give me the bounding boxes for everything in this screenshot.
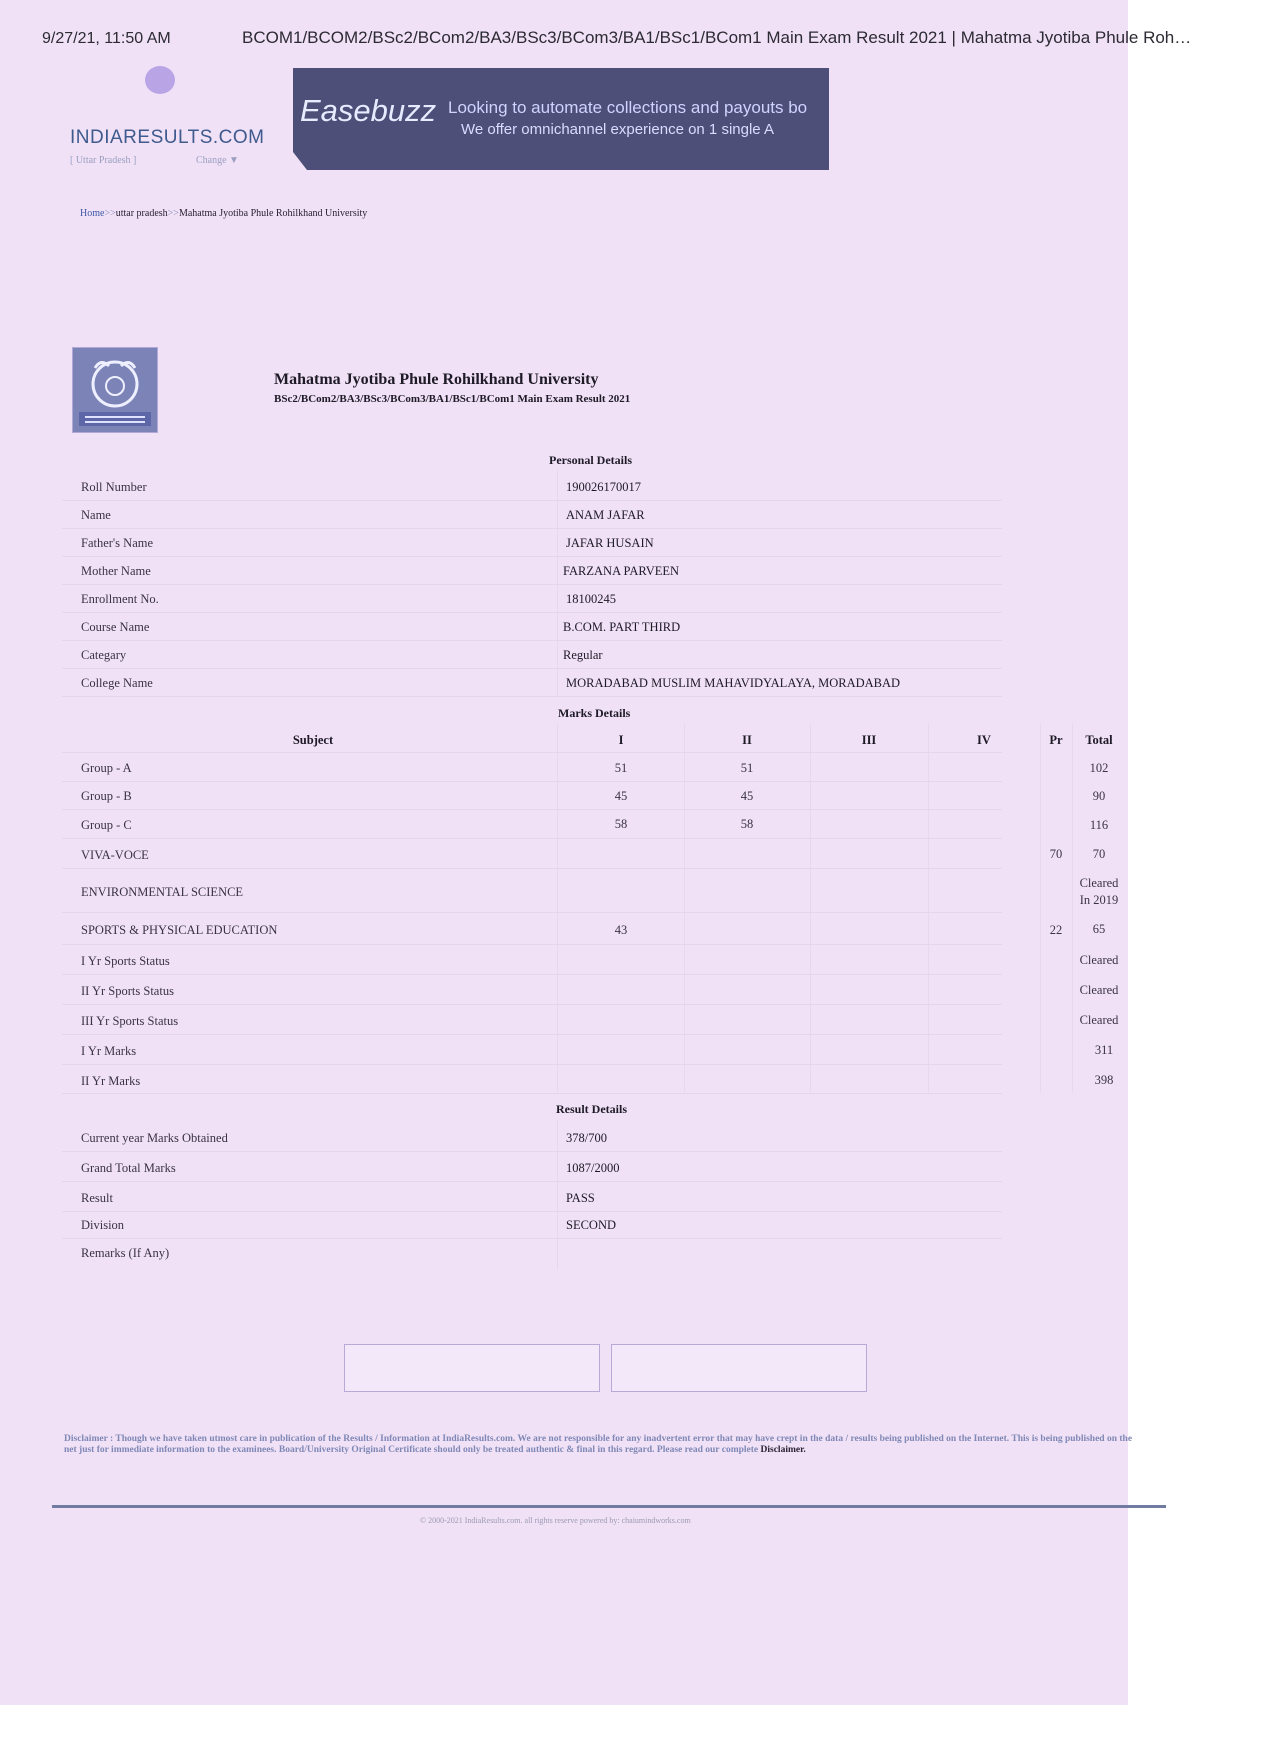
personal-details-heading: Personal Details <box>549 453 632 467</box>
marks-details-heading: Marks Details <box>558 706 631 720</box>
roll-number-label: Roll Number <box>81 480 147 494</box>
enrollment-label: Enrollment No. <box>81 592 159 606</box>
table-row: I Yr Sports Status <box>81 954 170 968</box>
mark-cell: 45 <box>740 789 754 803</box>
total-cell: 102 <box>1089 761 1109 775</box>
ad-corner <box>293 152 307 170</box>
mark-cell: 45 <box>614 789 628 803</box>
breadcrumb-state[interactable]: uttar pradesh <box>115 208 168 219</box>
change-region-link[interactable]: Change ▼ <box>196 155 239 166</box>
col-subject: Subject <box>292 733 334 747</box>
division-value: SECOND <box>566 1218 617 1232</box>
mother-name-label: Mother Name <box>81 564 151 578</box>
table-row: II Yr Marks <box>81 1074 141 1088</box>
print-page-title: BCOM1/BCOM2/BSc2/BCom2/BA3/BSc3/BCom3/BA1/BSc1/BCom1 Main Exam Result 2021 | Mahatma Jyotiba Phule Roh… <box>242 28 1192 47</box>
col-total: Total <box>1085 733 1113 747</box>
disclaimer-text: Disclaimer : Though we have taken utmost care in publication of the Results / Information at IndiaResults.com. We are not responsible for any inadvertent error that may have crept in the data / results being published on the Internet. This is being published on the net just for immediate information to the examinees. Board/University Original Certificate should only be treated authentic & final in this regard. Please read our complete <box>64 1434 1133 1455</box>
col-pr: Pr <box>1049 733 1063 747</box>
university-logo-icon <box>72 347 158 433</box>
breadcrumb-home[interactable]: Home <box>80 208 105 219</box>
father-name-value: JAFAR HUSAIN <box>566 536 654 550</box>
table-row: I Yr Marks <box>81 1044 137 1058</box>
mark-cell: 58 <box>740 817 754 831</box>
remarks-label: Remarks (If Any) <box>81 1246 170 1260</box>
ad-line-2: We offer omnichannel experience on 1 single A <box>461 121 774 138</box>
category-value: Regular <box>563 648 603 662</box>
ad-line-1: Looking to automate collections and payouts bo <box>448 98 808 117</box>
total-cell: 70 <box>1092 847 1106 861</box>
course-name-label: Course Name <box>81 620 150 634</box>
footer-divider <box>52 1505 1166 1508</box>
current-year-marks-label: Current year Marks Obtained <box>81 1131 228 1145</box>
site-brand[interactable]: INDIARESULTS.COM <box>70 127 265 148</box>
table-row: Group - A <box>81 761 132 775</box>
breadcrumb <box>80 208 367 219</box>
total-cell: Cleared In 2019 <box>1079 876 1119 907</box>
result-label: Result <box>81 1191 113 1205</box>
table-row: III Yr Sports Status <box>81 1014 179 1028</box>
ad-banner[interactable] <box>293 68 829 170</box>
mark-cell: 51 <box>614 761 628 775</box>
table-row: VIVA-VOCE <box>81 848 149 862</box>
grand-total-label: Grand Total Marks <box>81 1161 176 1175</box>
col-ii: II <box>742 733 752 747</box>
total-cell: Cleared <box>1079 983 1119 997</box>
col-i: I <box>618 733 624 747</box>
col-iv: IV <box>977 733 991 747</box>
total-cell: 65 <box>1092 922 1106 936</box>
total-cell: 311 <box>1094 1043 1114 1057</box>
disclaimer-link[interactable]: Disclaimer. <box>760 1445 806 1455</box>
university-name: Mahatma Jyotiba Phule Rohilkhand University <box>274 371 599 388</box>
college-name-value: MORADABAD MUSLIM MAHAVIDYALAYA, MORADABAD <box>566 676 901 690</box>
table-row: ENVIRONMENTAL SCIENCE <box>81 885 244 899</box>
breadcrumb-university[interactable]: Mahatma Jyotiba Phule Rohilkhand University <box>178 208 368 219</box>
exam-title: BSc2/BCom2/BA3/BSc3/BCom3/BA1/BSc1/BCom1 Main Exam Result 2021 <box>274 393 631 405</box>
category-label: Categary <box>81 648 127 662</box>
total-cell: Cleared <box>1079 1013 1119 1027</box>
table-row: SPORTS & PHYSICAL EDUCATION <box>81 923 278 937</box>
total-cell: 116 <box>1089 818 1109 832</box>
practical-cell: 22 <box>1049 923 1063 937</box>
division-label: Division <box>81 1218 125 1232</box>
course-name-value: B.COM. PART THIRD <box>563 620 681 634</box>
table-row: Group - B <box>81 789 132 803</box>
result-details-heading: Result Details <box>556 1102 627 1116</box>
breadcrumb-sep: >> <box>167 208 179 219</box>
current-year-marks-value: 378/700 <box>566 1131 607 1145</box>
action-box-right[interactable] <box>611 1344 867 1392</box>
total-cell: Cleared <box>1079 953 1119 967</box>
father-name-label: Father's Name <box>81 536 154 550</box>
name-label: Name <box>81 508 111 522</box>
mother-name-value: FARZANA PARVEEN <box>563 564 680 578</box>
total-cell: 90 <box>1092 789 1106 803</box>
print-datetime: 9/27/21, 11:50 AM <box>42 30 171 47</box>
region-label: [ Uttar Pradesh ] <box>70 155 137 166</box>
breadcrumb-sep: >> <box>104 208 116 219</box>
mark-cell: 43 <box>614 923 628 937</box>
disclaimer <box>64 1434 1134 1456</box>
col-iii: III <box>861 733 877 747</box>
action-box-left[interactable] <box>344 1344 600 1392</box>
college-name-label: College Name <box>81 676 153 690</box>
practical-cell: 70 <box>1049 847 1063 861</box>
ad-brand: Easebuzz <box>300 93 437 128</box>
grand-total-value: 1087/2000 <box>566 1161 620 1175</box>
roll-number-value: 190026170017 <box>566 480 641 494</box>
mark-cell: 58 <box>614 817 628 831</box>
result-value: PASS <box>566 1191 595 1205</box>
mark-cell: 51 <box>740 761 754 775</box>
table-row: Group - C <box>81 818 132 832</box>
table-row: II Yr Sports Status <box>81 984 174 998</box>
total-cell: 398 <box>1094 1073 1114 1087</box>
site-logo-icon <box>145 66 175 94</box>
name-value: ANAM JAFAR <box>566 508 645 522</box>
copyright: © 2000-2021 IndiaResults.com. all rights reserve powered by: chaiumindworks.com <box>420 1516 691 1525</box>
enrollment-value: 18100245 <box>566 592 616 606</box>
